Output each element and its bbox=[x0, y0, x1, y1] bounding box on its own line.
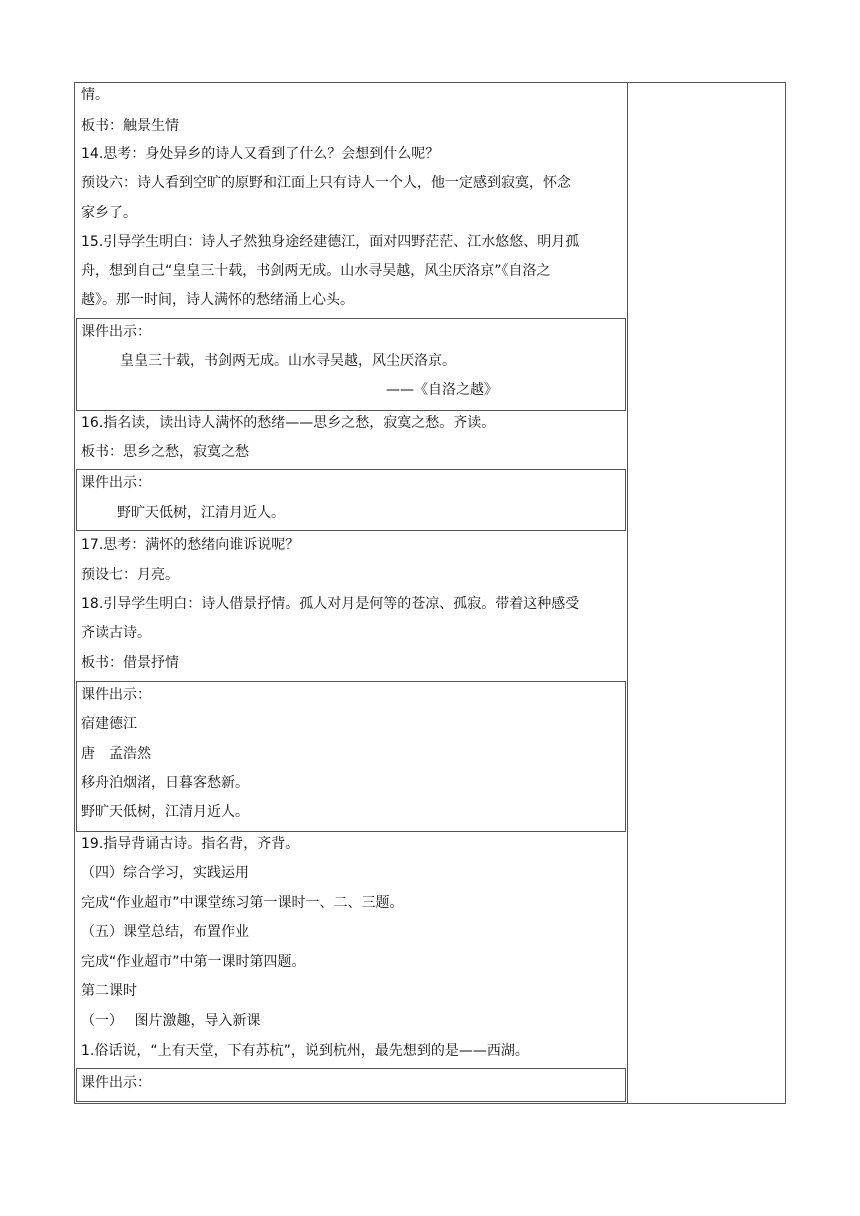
text-line: 板书：思乡之愁，寂寞之愁 bbox=[81, 444, 249, 460]
poem-title: 宿建德江 bbox=[81, 716, 137, 732]
text-line: 预设七：月亮。 bbox=[81, 567, 179, 583]
text-line: 19.指导背诵古诗。指名背，齐背。 bbox=[81, 836, 300, 852]
text-line: 完成“作业超市”中第一课时第四题。 bbox=[81, 954, 306, 970]
text-line: 16.指名读，读出诗人满怀的愁绪——思乡之愁，寂寞之愁。齐读。 bbox=[81, 415, 496, 431]
poem-line: 野旷天低树，江清月近人。 bbox=[117, 505, 285, 521]
text-line: 舟，想到自己“皇皇三十载，书剑两无成。山水寻吴越，风尘厌洛京”《自洛之 bbox=[81, 263, 551, 279]
section-heading: （一） 图片激趣，导入新课 bbox=[81, 1013, 261, 1029]
text-line: 齐读古诗。 bbox=[81, 625, 151, 641]
text-line: 家乡了。 bbox=[81, 205, 137, 221]
poem-author: 唐 孟浩然 bbox=[81, 746, 151, 762]
table-column-divider bbox=[627, 82, 628, 1104]
text-line: 18.引导学生明白：诗人借景抒情。孤人对月是何等的苍凉、孤寂。带着这种感受 bbox=[81, 596, 580, 612]
section-heading: （四）综合学习，实践运用 bbox=[81, 865, 249, 881]
text-line: 1.俗话说，“上有天堂，下有苏杭”，说到杭州，最先想到的是——西湖。 bbox=[81, 1043, 529, 1059]
text-line: 情。 bbox=[81, 87, 109, 103]
courseware-heading: 课件出示： bbox=[81, 324, 151, 340]
text-line: 板书：触景生情 bbox=[81, 118, 179, 134]
poem-line: 移舟泊烟渚，日暮客愁新。 bbox=[81, 775, 249, 791]
quoted-poem-line: 皇皇三十载，书剑两无成。山水寻吴越，风尘厌洛京。 bbox=[120, 353, 456, 369]
text-line: 预设六：诗人看到空旷的原野和江面上只有诗人一个人，他一定感到寂寞，怀念 bbox=[81, 175, 571, 191]
text-line: 板书：借景抒情 bbox=[81, 655, 179, 671]
text-line: 15.引导学生明白：诗人孑然独身途经建德江，面对四野茫茫、江水悠悠、明月孤 bbox=[81, 234, 580, 250]
text-line: 越》。那一时间，诗人满怀的愁绪涌上心头。 bbox=[81, 292, 354, 308]
text-line: 17.思考：满怀的愁绪向谁诉说呢？ bbox=[81, 537, 300, 553]
section-heading: （五）课堂总结，布置作业 bbox=[81, 924, 249, 940]
quoted-poem-source: ——《自洛之越》 bbox=[386, 382, 498, 398]
section-heading: 第二课时 bbox=[81, 983, 137, 999]
courseware-heading: 课件出示： bbox=[81, 1075, 151, 1091]
poem-line: 野旷天低树，江清月近人。 bbox=[81, 804, 249, 820]
courseware-heading: 课件出示： bbox=[81, 475, 151, 491]
text-line: 14.思考：身处异乡的诗人又看到了什么？会想到什么呢？ bbox=[81, 146, 440, 162]
courseware-box-4 bbox=[76, 1068, 626, 1102]
courseware-heading: 课件出示： bbox=[81, 687, 151, 703]
text-line: 完成“作业超市”中课堂练习第一课时一、二、三题。 bbox=[81, 895, 404, 911]
